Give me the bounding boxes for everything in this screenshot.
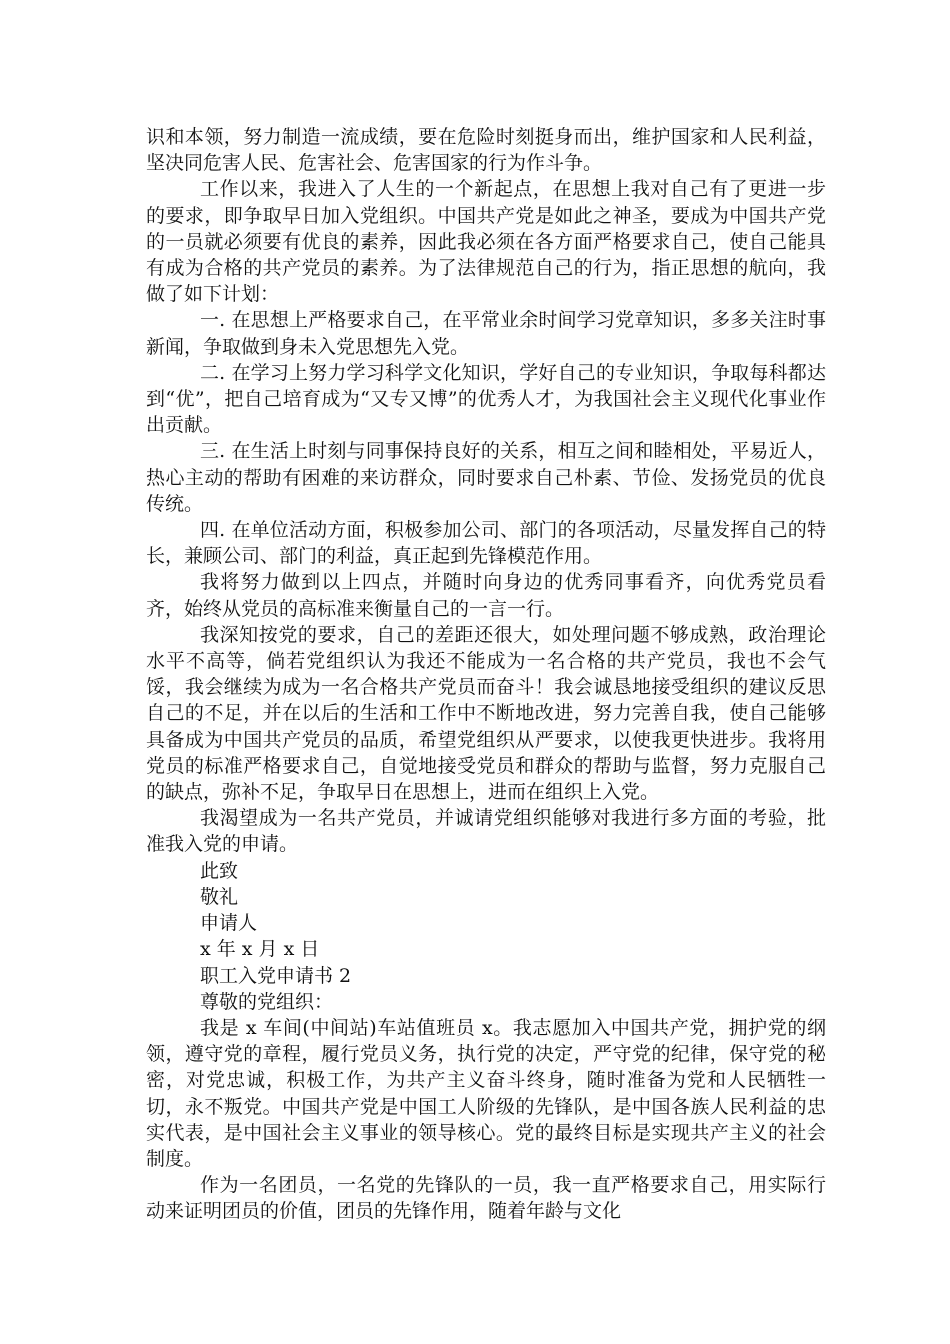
closing-jingli: 敬礼 xyxy=(200,885,239,908)
plan-item-three: 三. 在生活上时刻与同事保持良好的关系，相互之间和睦相处，平易近人，热心主动的帮助有困难的来访群众，同时要求自己朴素、节俭、发扬党员的优良传统。 xyxy=(146,440,826,515)
plan-item-one: 一. 在思想上严格要求自己，在平常业余时间学习党章知识，多多关注时事新闻，争取做到身未入党思想先入党。 xyxy=(146,309,826,358)
applicant-label: 申请人 xyxy=(200,912,258,935)
paragraph-request: 我渴望成为一名共产党员，并诚请党组织能够对我进行多方面的考验，批准我入党的申请。 xyxy=(146,807,826,856)
paragraph-four-points: 我将努力做到以上四点，并随时向身边的优秀同事看齐，向优秀党员看齐，始终从党员的高标准来衡量自己的一言一行。 xyxy=(146,571,826,620)
section-title: 职工入党申请书 2 xyxy=(200,964,352,987)
paragraph-self-reflection: 我深知按党的要求，自己的差距还很大，如处理问题不够成熟，政治理论水平不高等，倘若党组织认为我还不能成为一名合格的共产党员，我也不会气馁，我会继续为成为一名合格共产党员而奋斗！我会诚恳地接受组织的建议反思自己的不足，并在以后的生活和工作中不断地改进，努力完善自我，使自己能够具备成为中国共产党员的品质，希望党组织从严要求，以使我更快进步。我将用党员的标准严格要求自己，自觉地接受党员和群众的帮助与监督，努力克服自己的缺点，弥补不足，争取早日在思想上，进而在组织上入党。 xyxy=(146,623,826,804)
document-body xyxy=(146,124,826,1225)
plan-item-four: 四. 在单位活动方面，积极参加公司、部门的各项活动，尽量发挥自己的特长，兼顾公司、部门的利益，真正起到先锋模范作用。 xyxy=(146,519,826,568)
paragraph-continuation: 识和本领，努力制造一流成绩，要在危险时刻挺身而出，维护国家和人民利益，坚决同危害人民、危害社会、危害国家的行为作斗争。 xyxy=(146,126,826,175)
paragraph-introduction: 我是 x 车间(中间站)车站值班员 x。我志愿加入中国共产党，拥护党的纲领，遵守党的章程，履行党员义务，执行党的决定，严守党的纪律，保守党的秘密，对党忠诚，积极工作，为共产主义奋斗终身，随时准备为党和人民牺牲一切，永不叛党。中国共产党是中国工人阶级的先锋队，是中国各族人民利益的忠实代表，是中国社会主义事业的领导核心。党的最终目标是实现共产主义的社会制度。 xyxy=(146,1016,826,1170)
paragraph-league-member: 作为一名团员，一名党的先锋队的一员，我一直严格要求自己，用实际行动来证明团员的价值，团员的先锋作用，随着年龄与文化 xyxy=(146,1174,826,1223)
closing-cizhi: 此致 xyxy=(200,859,239,882)
date-line: x 年 x 月 x 日 xyxy=(200,938,320,961)
plan-item-two: 二. 在学习上努力学习科学文化知识，学好自己的专业知识，争取每科都达到“优”，把自己培育成为“又专又博”的优秀人才，为我国社会主义现代化事业作出贡献。 xyxy=(146,361,826,437)
paragraph-new-starting-point: 工作以来，我进入了人生的一个新起点，在思想上我对自己有了更进一步的要求，即争取早日加入党组织。中国共产党是如此之神圣，要成为中国共产党的一员就必须要有优良的素养，因此我必须在各方面严格要求自己，使自己能具有成为合格的共产党员的素养。为了法律规范自己的行为，指正思想的航向，我做了如下计划： xyxy=(146,178,826,306)
salutation: 尊敬的党组织： xyxy=(200,990,334,1013)
